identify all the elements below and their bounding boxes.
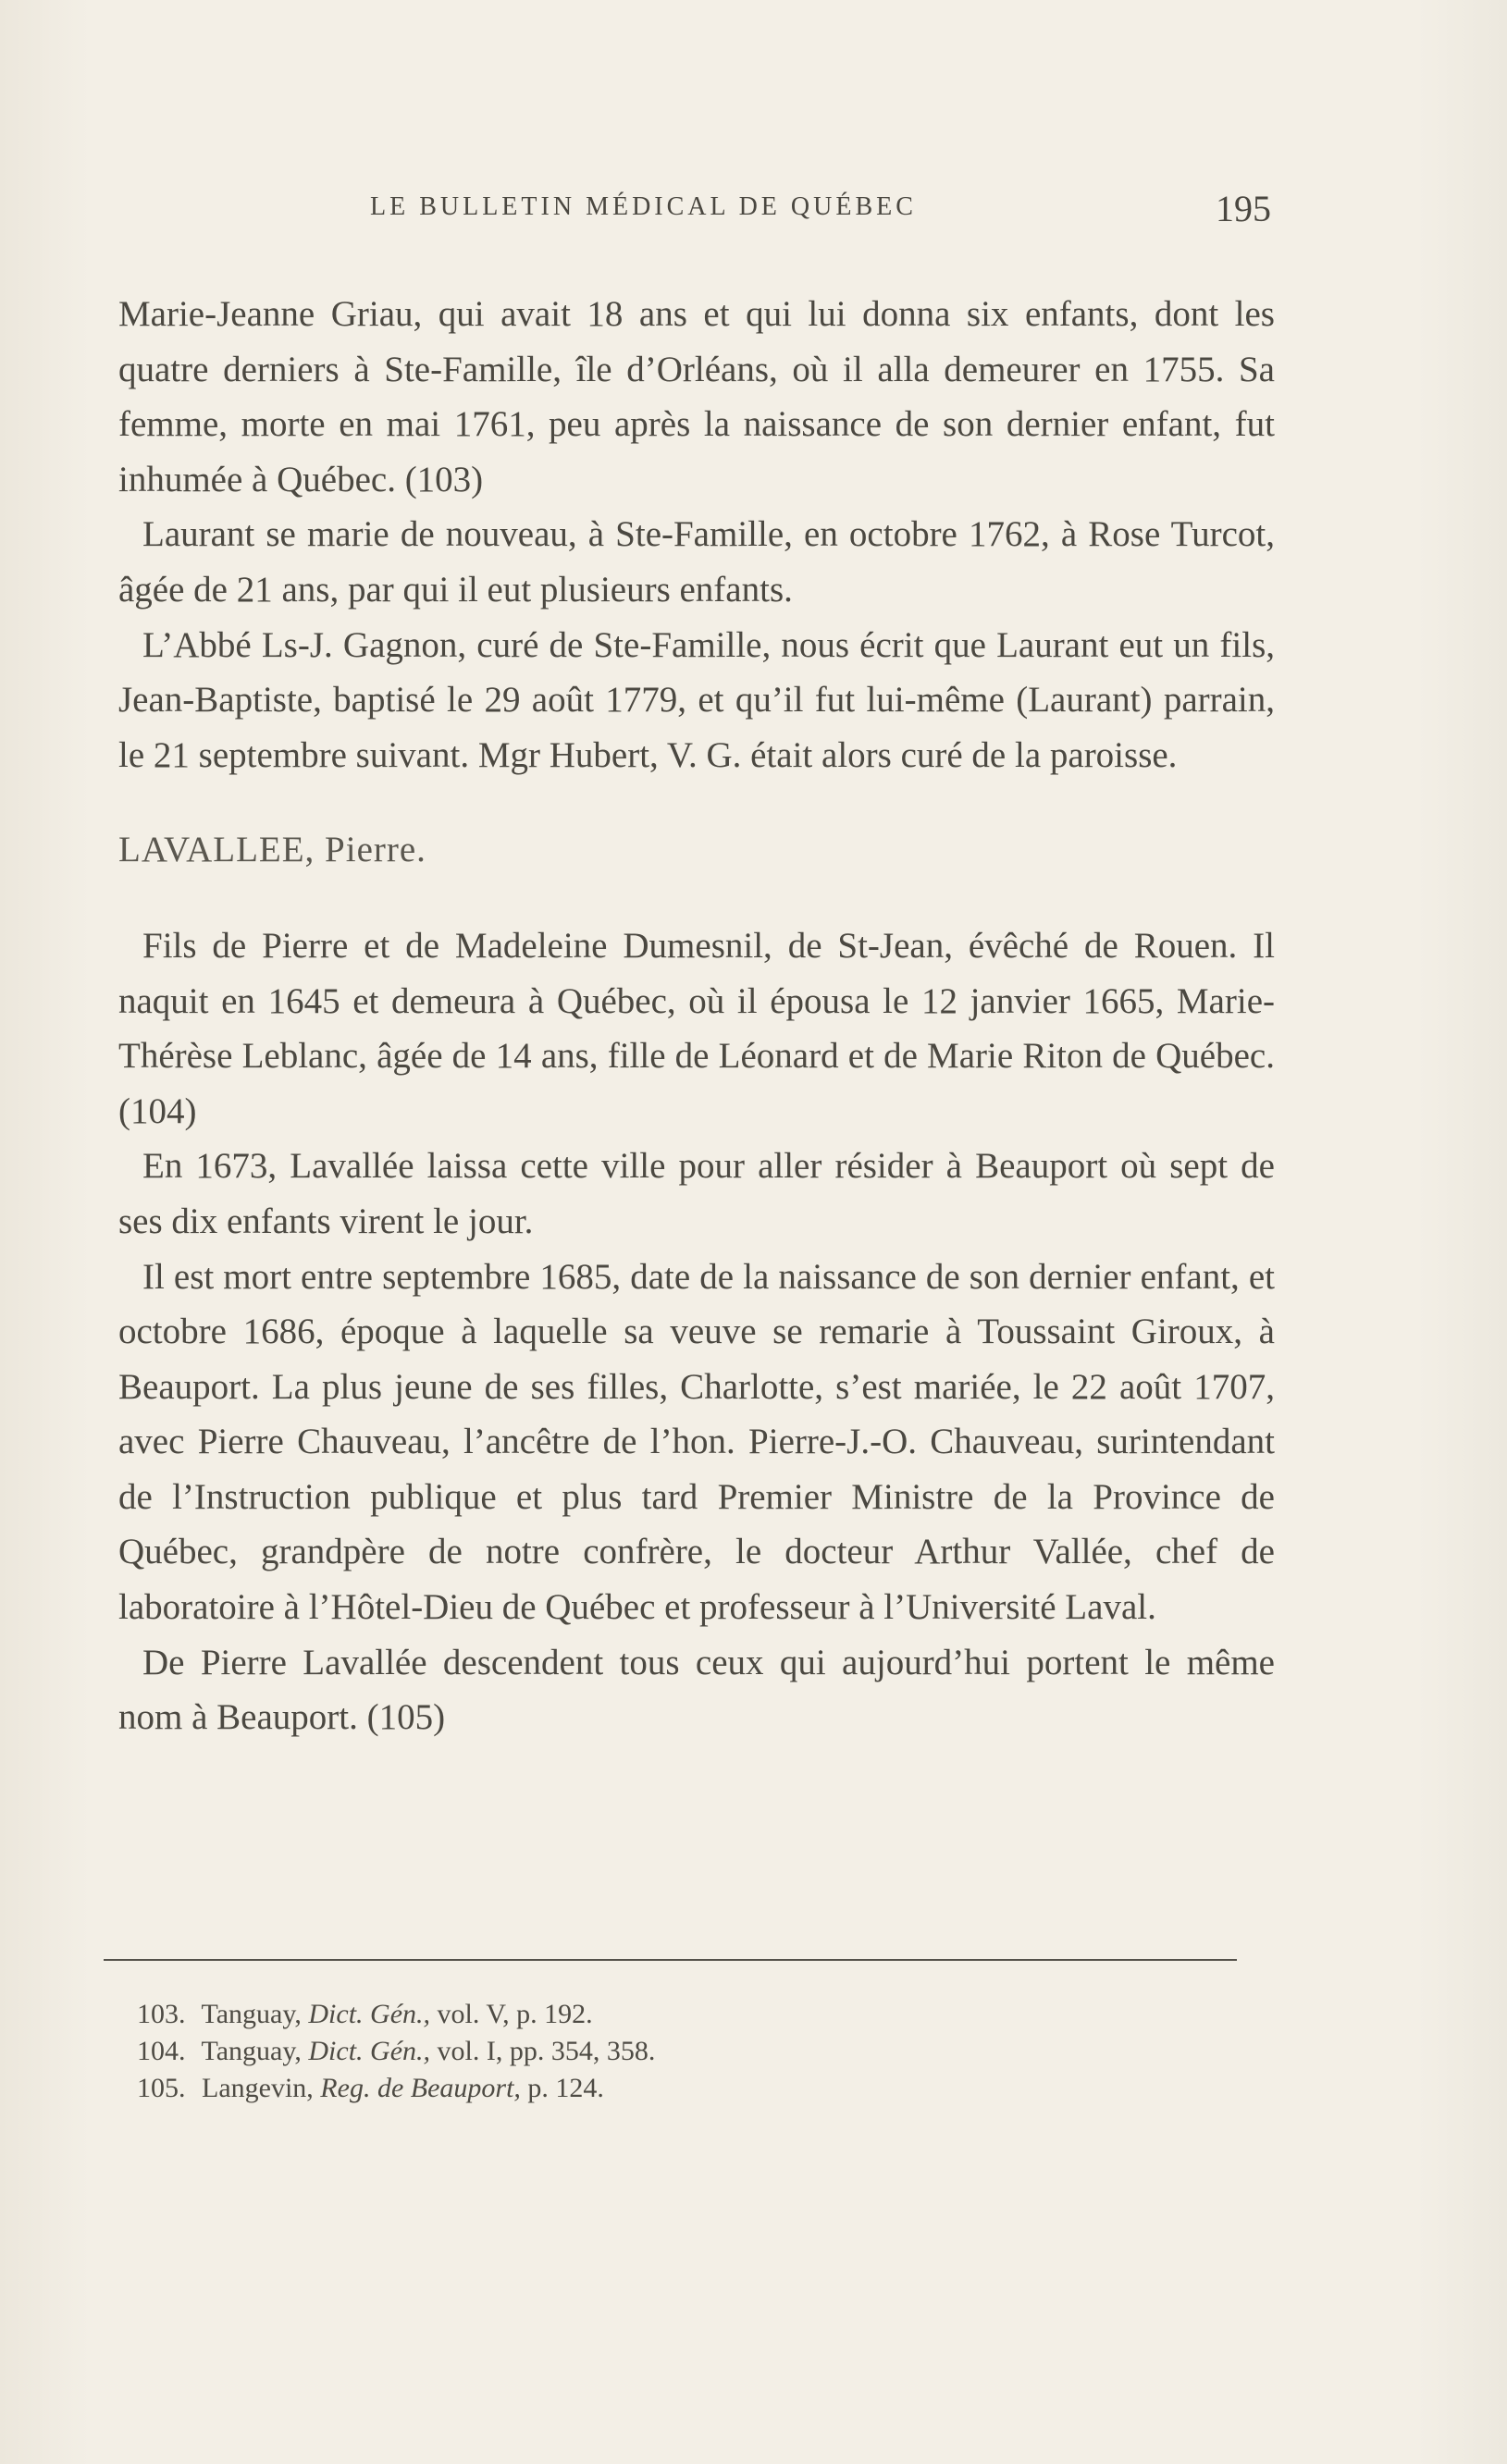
footnote-ref: vol. I, pp. 354, 358. <box>437 2036 656 2066</box>
footnote-work: Reg. de Beauport, <box>320 2073 521 2103</box>
footnote-ref: p. 124. <box>527 2073 604 2103</box>
footnote-number: 103. <box>137 1999 186 2029</box>
footnote <box>137 1996 1155 2033</box>
paragraph: Fils de Pierre et de Madeleine Dumesnil, de St-Jean, évêché de Rouen. Il naquit en 1645 et demeura à Québec, où il épousa le 12 janvier 1665, Marie-Thérèse Leblanc, âgée de 14 ans, fille de Léonard et de Marie Riton de Québec. (104) <box>118 925 1275 1131</box>
body-text <box>118 287 1275 1745</box>
page-header <box>370 188 1295 239</box>
paragraph: L’Abbé Ls-J. Gagnon, curé de Ste-Famille, nous écrit que Laurant eut un fils, Jean-Baptiste, baptisé le 29 août 1779, et qu’il fut lui-même (Laurant) parrain, le 21 septembre suivant. Mgr Hubert, V. G. était alors curé de la paroisse. <box>118 624 1275 775</box>
footnote-number: 104. <box>137 2036 186 2066</box>
paragraph: De Pierre Lavallée descendent tous ceux qui aujourd’hui portent le même nom à Beauport. (105) <box>118 1642 1275 1738</box>
paragraph: En 1673, Lavallée laissa cette ville pour aller résider à Beauport où sept de ses dix enfants virent le jour. <box>118 1146 1275 1241</box>
footnote <box>137 2033 1155 2070</box>
footnote-divider <box>104 1959 1237 1961</box>
paragraph: Il est mort entre septembre 1685, date de la naissance de son dernier enfant, et octobre 1686, époque à laquelle sa veuve se remarie à Toussaint Giroux, à Beauport. La plus jeune de ses filles, Charlotte, s’est mariée, le 22 août 1707, avec Pierre Chauveau, l’ancêtre de l’hon. Pierre-J.-O. Chauveau, surintendant de l’Instruction publique et plus tard Premier Ministre de la Province de Québec, grandpère de notre confrère, le docteur Arthur Vallée, chef de laboratoire à l’Hôtel-Dieu de Québec et professeur à l’Université Laval. <box>118 1256 1275 1628</box>
footnote <box>137 2070 1155 2107</box>
footnotes <box>137 1996 1155 2107</box>
paragraph: Marie-Jeanne Griau, qui avait 18 ans et qui lui donna six enfants, dont les quatre derniers à Ste-Famille, île d’Orléans, où il alla demeurer en 1755. Sa femme, morte en mai 1761, peu après la naissance de son dernier enfant, fut inhumée à Québec. (103) <box>118 294 1275 499</box>
running-title: LE BULLETIN MÉDICAL DE QUÉBEC <box>370 192 917 221</box>
footnote-number: 105. <box>137 2073 186 2103</box>
footnote-author: Tanguay, <box>201 1999 302 2029</box>
footnote-author: Langevin, <box>202 2073 314 2103</box>
section-heading: LAVALLEE, Pierre. <box>118 830 426 870</box>
paragraph: Laurant se marie de nouveau, à Ste-Famille, en octobre 1762, à Rose Turcot, âgée de 21 ans, par qui il eut plusieurs enfants. <box>118 514 1275 610</box>
footnote-ref: vol. V, p. 192. <box>437 1999 593 2029</box>
page-number: 195 <box>1216 188 1271 229</box>
footnote-author: Tanguay, <box>201 2036 302 2066</box>
footnote-work: Dict. Gén., <box>308 1999 431 2029</box>
footnote-work: Dict. Gén., <box>308 2036 431 2066</box>
